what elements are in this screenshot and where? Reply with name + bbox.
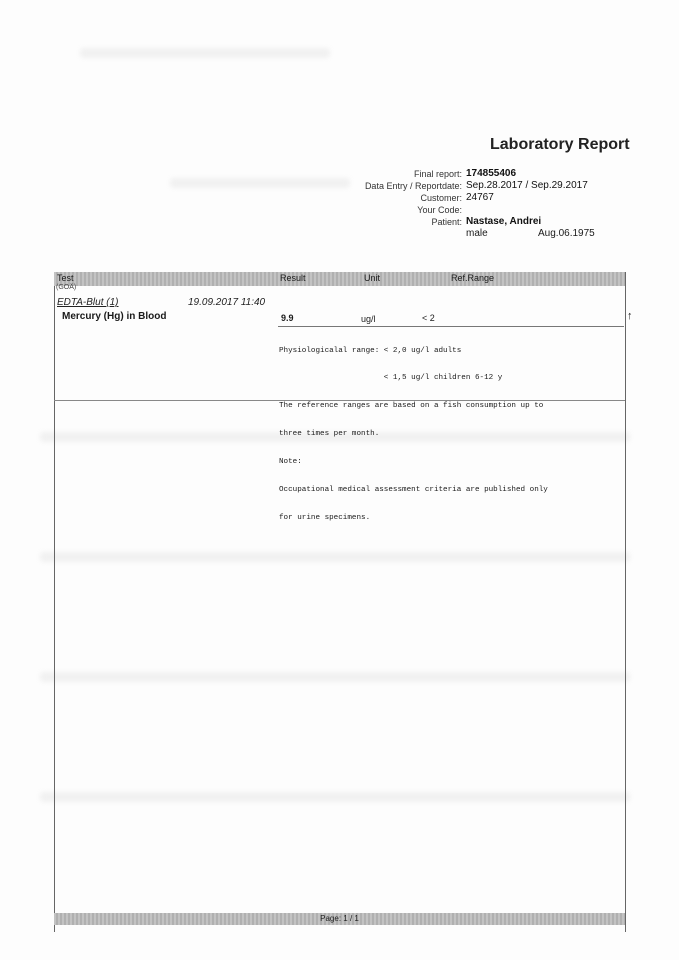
- comment-line: Note:: [279, 458, 302, 467]
- table-header: [54, 272, 625, 286]
- test-name: Mercury (Hg) in Blood: [62, 311, 167, 322]
- meta-customer: [330, 192, 630, 204]
- test-unit: ug/l: [361, 314, 376, 324]
- meta-your-code: [330, 204, 630, 216]
- meta-final-report: [330, 168, 630, 180]
- meta-patient-details: [330, 228, 630, 240]
- comment-line: Physiologicalal range: < 2,0 ug/l adults: [279, 346, 462, 355]
- specimen-name: EDTA-Blut (1): [57, 297, 119, 308]
- customer-value: 24767: [466, 192, 494, 203]
- data-entry-label: Data Entry / Reportdate:: [364, 181, 462, 191]
- patient-name: Nastase, Andrei: [466, 216, 542, 227]
- comment-line: The reference ranges are based on a fish consumption up to: [279, 402, 544, 411]
- header-test: Test: [57, 273, 74, 283]
- test-result: 9.9: [281, 313, 294, 323]
- header-result: Result: [280, 273, 306, 283]
- row-divider: [54, 400, 625, 401]
- comment-line: Occupational medical assessment criteria are published only: [279, 486, 548, 495]
- comment-line: three times per month.: [279, 430, 380, 439]
- meta-patient: [330, 216, 630, 228]
- test-ref-range: < 2: [422, 313, 435, 323]
- patient-dob: Aug.06.1975: [538, 228, 595, 239]
- header-unit: Unit: [364, 273, 381, 283]
- comment-line: < 1,5 ug/l children 6-12 y: [279, 374, 503, 383]
- test-comment: [279, 328, 624, 542]
- final-report-label: Final report:: [413, 169, 462, 179]
- header-sub-text: (GOÄ): [56, 284, 77, 291]
- meta-data-entry: [330, 180, 630, 192]
- report-meta: [330, 168, 630, 240]
- comment-divider: [278, 326, 624, 327]
- arrow-up-icon: ↑: [627, 310, 633, 322]
- report-title: Laboratory Report: [490, 136, 630, 153]
- scan-artifact: [170, 178, 350, 188]
- page-footer: Page: 1 / 1: [54, 913, 625, 925]
- customer-label: Customer:: [420, 193, 462, 203]
- patient-label: Patient:: [431, 217, 462, 227]
- patient-sex: male: [466, 228, 488, 239]
- data-entry-value: Sep.28.2017 / Sep.29.2017: [466, 180, 588, 191]
- scan-artifact: [80, 48, 330, 58]
- specimen-datetime: 19.09.2017 11:40: [188, 297, 266, 308]
- final-report-value: 174855406: [466, 168, 517, 179]
- your-code-label: Your Code:: [417, 205, 462, 215]
- comment-line: for urine specimens.: [279, 513, 371, 522]
- header-ref-range: Ref.Range: [451, 273, 495, 283]
